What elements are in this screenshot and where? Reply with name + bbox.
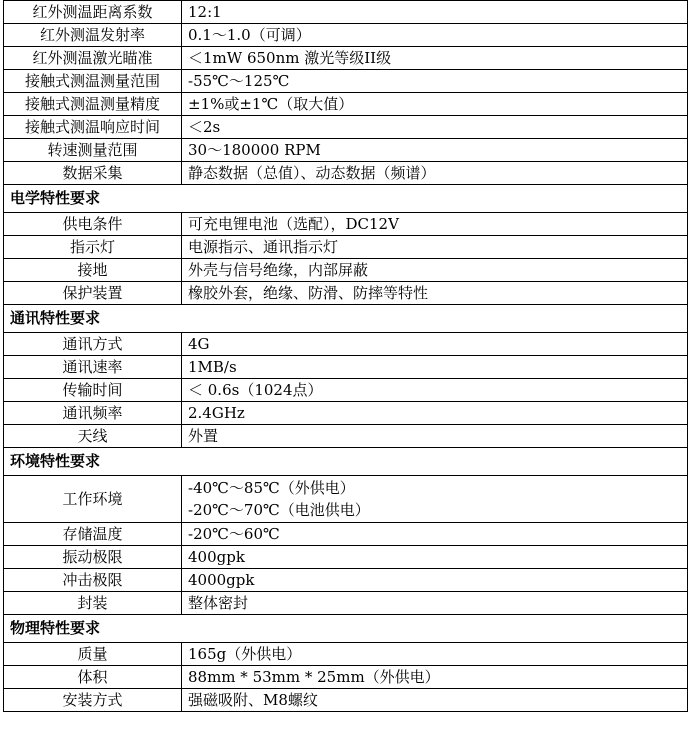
section-header-row [4,305,688,333]
spec-value: 橡胶外套，绝缘、防滑、防摔等特性 [182,282,688,305]
spec-table [3,0,688,712]
spec-row [4,213,688,236]
section-title: 环境特性要求 [4,448,688,476]
spec-row [4,282,688,305]
spec-row [4,139,688,162]
spec-key: 接触式测温响应时间 [4,116,182,139]
spec-key: 封装 [4,592,182,615]
spec-value: 12:1 [182,1,688,24]
spec-value: 2.4GHz [182,402,688,425]
spec-key: 安装方式 [4,689,182,712]
section-header-row [4,185,688,213]
spec-value [182,476,688,523]
spec-value: 165g（外供电） [182,643,688,666]
spec-row [4,70,688,93]
spec-value-line: -40℃～85℃（外供电） [188,479,355,497]
section-title: 物理特性要求 [4,615,688,643]
spec-key: 接触式测温测量范围 [4,70,182,93]
spec-row [4,592,688,615]
spec-row [4,259,688,282]
section-header-row [4,615,688,643]
spec-key: 接地 [4,259,182,282]
spec-key: 供电条件 [4,213,182,236]
spec-key: 工作环境 [4,476,182,523]
spec-key: 通讯频率 [4,402,182,425]
spec-value: 4000gpk [182,569,688,592]
spec-row [4,666,688,689]
spec-key: 振动极限 [4,546,182,569]
spec-key: 通讯速率 [4,356,182,379]
spec-value: 外壳与信号绝缘，内部屏蔽 [182,259,688,282]
spec-value: 400gpk [182,546,688,569]
spec-key: 红外测温距离系数 [4,1,182,24]
spec-value: ＜2s [182,116,688,139]
spec-row [4,1,688,24]
spec-value: 电源指示、通讯指示灯 [182,236,688,259]
spec-key: 通讯方式 [4,333,182,356]
spec-row [4,643,688,666]
spec-key: 冲击极限 [4,569,182,592]
spec-row [4,93,688,116]
spec-value: 0.1～1.0（可调） [182,24,688,47]
spec-key: 天线 [4,425,182,448]
spec-value: -20℃～60℃ [182,523,688,546]
spec-row [4,402,688,425]
spec-key: 指示灯 [4,236,182,259]
spec-key: 保护装置 [4,282,182,305]
spec-key: 数据采集 [4,162,182,185]
spec-row [4,379,688,402]
spec-row [4,24,688,47]
spec-row [4,546,688,569]
spec-row [4,569,688,592]
spec-value: ＜1mW 650nm 激光等级II级 [182,47,688,70]
spec-row [4,236,688,259]
spec-key: 体积 [4,666,182,689]
spec-row [4,162,688,185]
spec-row [4,689,688,712]
section-header-row [4,448,688,476]
section-title: 电学特性要求 [4,185,688,213]
spec-key: 接触式测温测量精度 [4,93,182,116]
spec-value: 88mm * 53mm * 25mm（外供电） [182,666,688,689]
spec-key: 质量 [4,643,182,666]
section-title: 通讯特性要求 [4,305,688,333]
spec-row [4,476,688,523]
spec-row [4,333,688,356]
spec-value: 4G [182,333,688,356]
spec-row [4,116,688,139]
spec-value: 30～180000 RPM [182,139,688,162]
spec-value: 静态数据（总值）、动态数据（频谱） [182,162,688,185]
spec-value-line: -20℃～70℃（电池供电） [188,501,370,519]
spec-value: 可充电锂电池（选配），DC12V [182,213,688,236]
spec-value: 外置 [182,425,688,448]
spec-value: 1MB/s [182,356,688,379]
spec-row [4,523,688,546]
spec-row [4,425,688,448]
spec-key: 传输时间 [4,379,182,402]
spec-key: 存储温度 [4,523,182,546]
spec-row [4,47,688,70]
spec-key: 红外测温发射率 [4,24,182,47]
spec-value: 整体密封 [182,592,688,615]
spec-sheet [3,0,687,712]
spec-value: ＜ 0.6s（1024点） [182,379,688,402]
spec-value: -55℃～125℃ [182,70,688,93]
spec-value: 强磁吸附、M8螺纹 [182,689,688,712]
spec-key: 红外测温激光瞄准 [4,47,182,70]
spec-key: 转速测量范围 [4,139,182,162]
spec-value: ±1%或±1℃（取大值） [182,93,688,116]
spec-row [4,356,688,379]
